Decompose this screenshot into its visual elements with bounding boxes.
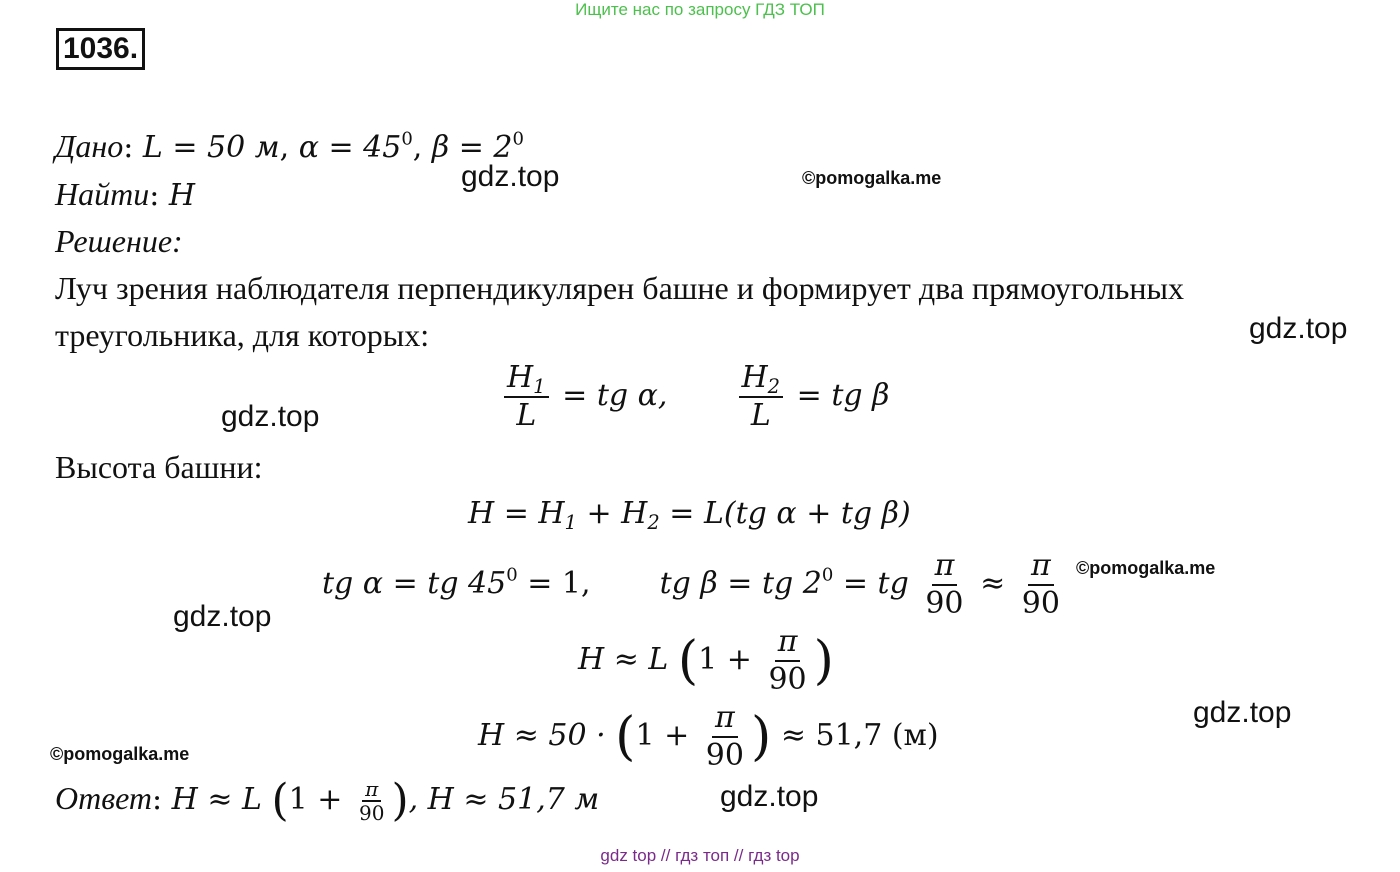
fraction-pi-over-90: $\frac{\pi}{90}$: [358, 777, 385, 825]
solution-line-1: Луч зрения наблюдателя перпендикулярен башне и формирует два прямоугольных: [55, 270, 1184, 306]
solution-label: Решение: [55, 223, 173, 259]
find-label: Найти: [55, 176, 150, 212]
gdz-watermark: gdz.top: [173, 600, 272, 633]
height-approx-formula: H ≈ L (1 + $\frac{\pi}{90}$ ): [578, 624, 834, 697]
problem-number: 1036.: [56, 28, 145, 70]
find-line: Найти: H: [55, 176, 196, 213]
answer-line: Ответ: H ≈ L (1 + $\frac{\pi}{90}$ ), H ≈ 51,7 м: [55, 775, 600, 826]
gdz-watermark: gdz.top: [221, 400, 320, 433]
gdz-watermark: gdz.top: [720, 780, 819, 813]
tg-beta-eq: = tg β: [796, 378, 890, 413]
degree-mark: 0: [401, 128, 413, 150]
given-beta: β = 2: [431, 130, 513, 165]
fraction-h2-over-l: $\frac{H_2}{L}$: [739, 360, 784, 434]
ratio-formulas: [500, 360, 889, 434]
solution-line-2: треугольника, для которых:: [55, 317, 430, 353]
find-value: H: [168, 178, 196, 213]
fraction-pi-over-90: $\frac{\pi}{90}$: [1021, 548, 1060, 621]
given-alpha: α = 45: [298, 130, 402, 165]
top-banner: Ищите нас по запросу ГДЗ ТОП: [575, 0, 825, 19]
fraction-pi-over-90: $\frac{\pi}{90}$: [705, 700, 744, 773]
footer-links[interactable]: gdz top // гдз топ // гдз top: [600, 846, 800, 865]
solution-heading: Решение:: [55, 223, 183, 259]
copyright-watermark: ©pomogalka.me: [1076, 558, 1216, 578]
given-line: Дано: L = 50 м, $\alpha = 45^0$, $\beta = 2^0$: [55, 128, 524, 165]
height-result-formula: H ≈ 50 · (1 + $\frac{\pi}{90}$ ) ≈ 51,7 (м): [478, 700, 939, 773]
fraction-pi-over-90: $\frac{\pi}{90}$: [925, 548, 964, 621]
gdz-watermark: gdz.top: [1249, 312, 1348, 345]
fraction-pi-over-90: $\frac{\pi}{90}$: [768, 624, 807, 697]
copyright-watermark: ©pomogalka.me: [50, 744, 190, 764]
gdz-watermark: gdz.top: [1193, 696, 1292, 729]
given-label: Дано: [55, 128, 124, 164]
gdz-watermark: gdz.top: [461, 160, 560, 193]
given-length: L = 50 м: [142, 130, 280, 165]
copyright-watermark: ©pomogalka.me: [802, 168, 942, 188]
degree-mark: 0: [512, 128, 524, 150]
tg-alpha-eq: = tg α,: [562, 378, 668, 413]
height-label: Высота башни:: [55, 449, 263, 485]
answer-label: Ответ: [55, 780, 152, 816]
tangent-values: tg α = tg $45^0 = 1$, tg β = tg $2^0$ = tg $\frac{\pi}{90}$ ≈ $\frac{\pi}{90}$: [322, 548, 1067, 622]
fraction-h1-over-l: $\frac{H_1}{L}$: [504, 360, 549, 434]
height-sum-formula: $H = H_1 + H_2 = L(tg$ α + tg β): [468, 496, 911, 534]
